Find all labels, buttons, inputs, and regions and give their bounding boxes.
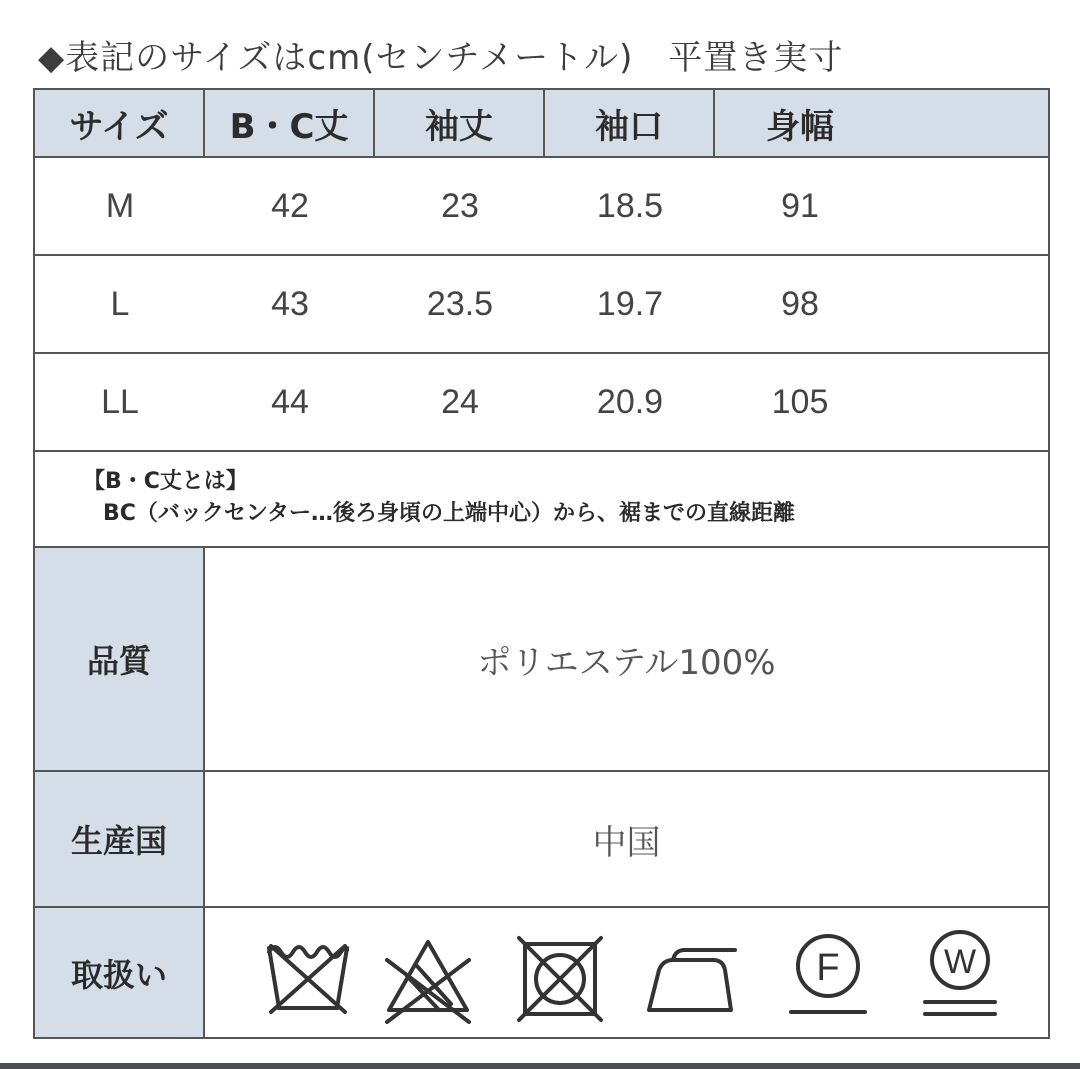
no-tumble-dry-icon <box>515 920 605 1030</box>
bc-length-note <box>35 452 1048 548</box>
bottom-divider <box>0 1063 1080 1069</box>
wet-clean-letter: W <box>943 943 977 981</box>
cell-sleeve-length: 24 <box>441 382 479 421</box>
no-bleach-icon <box>383 920 473 1030</box>
origin-row <box>35 772 1048 908</box>
material-value: ポリエステル100% <box>477 642 776 683</box>
header-cuff: 袖口 <box>545 90 715 156</box>
cell-sleeve-length: 23 <box>441 186 479 225</box>
cell-cuff: 20.9 <box>596 382 664 421</box>
cell-bc-length: 42 <box>271 186 309 225</box>
header-body-width: 身幅 <box>766 106 834 147</box>
origin-value: 中国 <box>592 822 661 863</box>
cell-size: L <box>110 284 130 323</box>
header-size: サイズ <box>35 90 205 156</box>
origin-label: 生産国 <box>35 772 205 906</box>
table-header-row <box>35 90 1048 158</box>
page-title: ◆表記のサイズはcm(センチメートル) 平置き実寸 <box>38 38 844 78</box>
cell-bc-length: 44 <box>271 382 309 421</box>
table-row <box>35 256 1048 354</box>
note-title: 【B・C丈とは】 <box>83 469 248 494</box>
care-icons <box>205 908 1048 1037</box>
cell-size: M <box>105 186 135 225</box>
cell-sleeve-length: 23.5 <box>426 284 494 323</box>
care-row <box>35 908 1048 1037</box>
header-bc-length: B・C丈 <box>205 90 375 156</box>
table-row <box>35 158 1048 256</box>
cell-cuff: 18.5 <box>596 186 664 225</box>
table-row <box>35 354 1048 452</box>
iron-icon <box>645 920 745 1030</box>
size-spec-table <box>33 88 1050 1039</box>
cell-cuff: 19.7 <box>596 284 664 323</box>
cell-bc-length: 43 <box>271 284 309 323</box>
cell-size: LL <box>101 382 139 421</box>
note-description: BC（バックセンター…後ろ身頃の上端中心）から、裾までの直線距離 <box>103 501 796 526</box>
material-label: 品質 <box>35 548 205 770</box>
cell-body-width: 98 <box>781 284 819 323</box>
care-label: 取扱い <box>35 908 205 1037</box>
no-wash-icon <box>263 920 353 1030</box>
dry-clean-letter: F <box>816 947 840 989</box>
material-row <box>35 548 1048 772</box>
header-sleeve-length: 袖丈 <box>375 90 545 156</box>
cell-body-width: 105 <box>771 382 829 421</box>
dry-clean-f-icon <box>783 920 873 1030</box>
wet-clean-w-icon <box>915 920 1005 1030</box>
cell-body-width: 91 <box>781 186 819 225</box>
